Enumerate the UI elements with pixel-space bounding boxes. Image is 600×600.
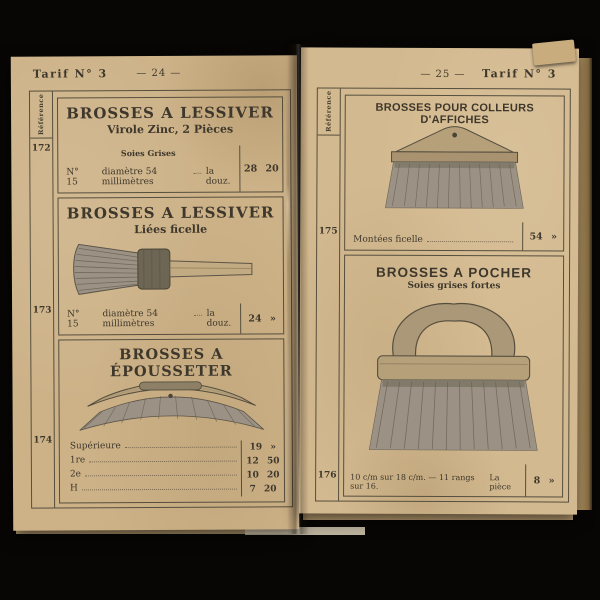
left-table-frame — [29, 89, 293, 508]
section-subtitle: Virole Zinc, 2 Pièces — [107, 122, 234, 137]
price-row-176 — [344, 464, 562, 497]
price-value: 54 » — [522, 222, 563, 250]
price-value: 8 » — [525, 464, 562, 496]
price-value: 28 20 — [239, 145, 282, 191]
row-label: N° 15 — [67, 309, 80, 330]
section-title: BROSSES POUR COLLEURS D'AFFICHES — [375, 101, 535, 127]
row-label: Montées ficelle — [353, 234, 423, 245]
price-value: 10 20 — [241, 468, 284, 482]
table-row — [60, 440, 284, 455]
bristle-note: Soies Grises — [120, 147, 176, 159]
tarif-label-right: Tarif N° 3 — [482, 67, 557, 81]
section-subtitle: Liées ficelle — [134, 222, 208, 237]
section-title: BROSSES A LESSIVER — [66, 203, 275, 223]
price-row-175 — [345, 222, 563, 251]
section-lessiver-ficelle — [57, 196, 284, 335]
ref-column-label: Référence — [36, 93, 46, 136]
row-unit: la douz. — [205, 166, 231, 187]
price-row-172 — [58, 145, 282, 192]
ref-number-174: 174 — [33, 435, 53, 446]
page-number-left: — 24 — — [136, 67, 182, 80]
dotted-leader — [194, 173, 202, 174]
page-number-right: — 25 — — [420, 68, 466, 81]
row-desc: diamètre 54 millimètres — [101, 166, 158, 188]
table-row — [60, 468, 284, 483]
brush-epousseter-illustration — [65, 367, 277, 438]
ref-number-175: 175 — [318, 226, 338, 237]
brush-lessiver-illustration — [69, 235, 259, 302]
ref-column-header — [30, 92, 52, 139]
dotted-leader — [89, 461, 237, 463]
section-title: BROSSES A POCHER — [375, 264, 533, 281]
price-value: 12 50 — [241, 454, 284, 468]
brush-colleurs-illustration — [369, 120, 539, 217]
tarif-label-left: Tarif N° 3 — [32, 67, 108, 81]
ref-column-header — [318, 88, 340, 135]
page-gutter — [287, 44, 309, 534]
dotted-leader — [195, 315, 203, 316]
dog-ear-fold — [532, 39, 576, 65]
right-table-frame — [315, 87, 571, 502]
section-title: BROSSES A LESSIVER — [66, 103, 274, 123]
right-page — [299, 47, 579, 514]
right-ref-column — [316, 88, 341, 500]
ref-column-label: Référence — [324, 90, 333, 133]
row-label: N° 15 — [66, 167, 79, 188]
price-rows-174 — [60, 440, 284, 497]
price-value: 7 20 — [241, 482, 284, 496]
price-value: 19 » — [241, 440, 284, 454]
ref-number-172: 172 — [31, 143, 51, 154]
table-row — [60, 454, 284, 469]
ref-number-173: 173 — [32, 305, 52, 316]
dotted-leader — [427, 241, 513, 242]
ref-number-176: 176 — [317, 470, 337, 481]
left-ref-column — [30, 92, 55, 508]
row-label: 2e — [69, 469, 82, 480]
section-subtitle: Soies grises fortes — [407, 280, 501, 292]
dotted-leader — [125, 447, 237, 449]
row-unit: la douz. — [206, 308, 232, 329]
table-row — [60, 482, 284, 497]
row-desc: diamètre 54 millimètres — [102, 308, 158, 330]
section-epousseter — [58, 338, 285, 503]
section-lessiver-virole — [57, 96, 283, 193]
row-label: H — [69, 483, 78, 494]
dotted-leader — [85, 475, 237, 477]
section-pocher — [343, 255, 564, 498]
section-title: BROSSES A ÉPOUSSETER — [109, 345, 233, 381]
row-unit: La pièce — [489, 473, 512, 492]
brush-pocher-illustration — [353, 298, 554, 459]
row-label: Supérieure — [69, 441, 121, 452]
price-row-173 — [59, 303, 283, 334]
price-value: 24 » — [240, 303, 283, 333]
section-colleurs-affiches — [344, 95, 565, 252]
row-label: 1re — [69, 455, 86, 466]
row-desc: 10 c/m sur 18 c/m. — 11 rangs sur 16. — [350, 472, 475, 491]
left-page — [11, 55, 299, 530]
dotted-leader — [82, 489, 237, 491]
